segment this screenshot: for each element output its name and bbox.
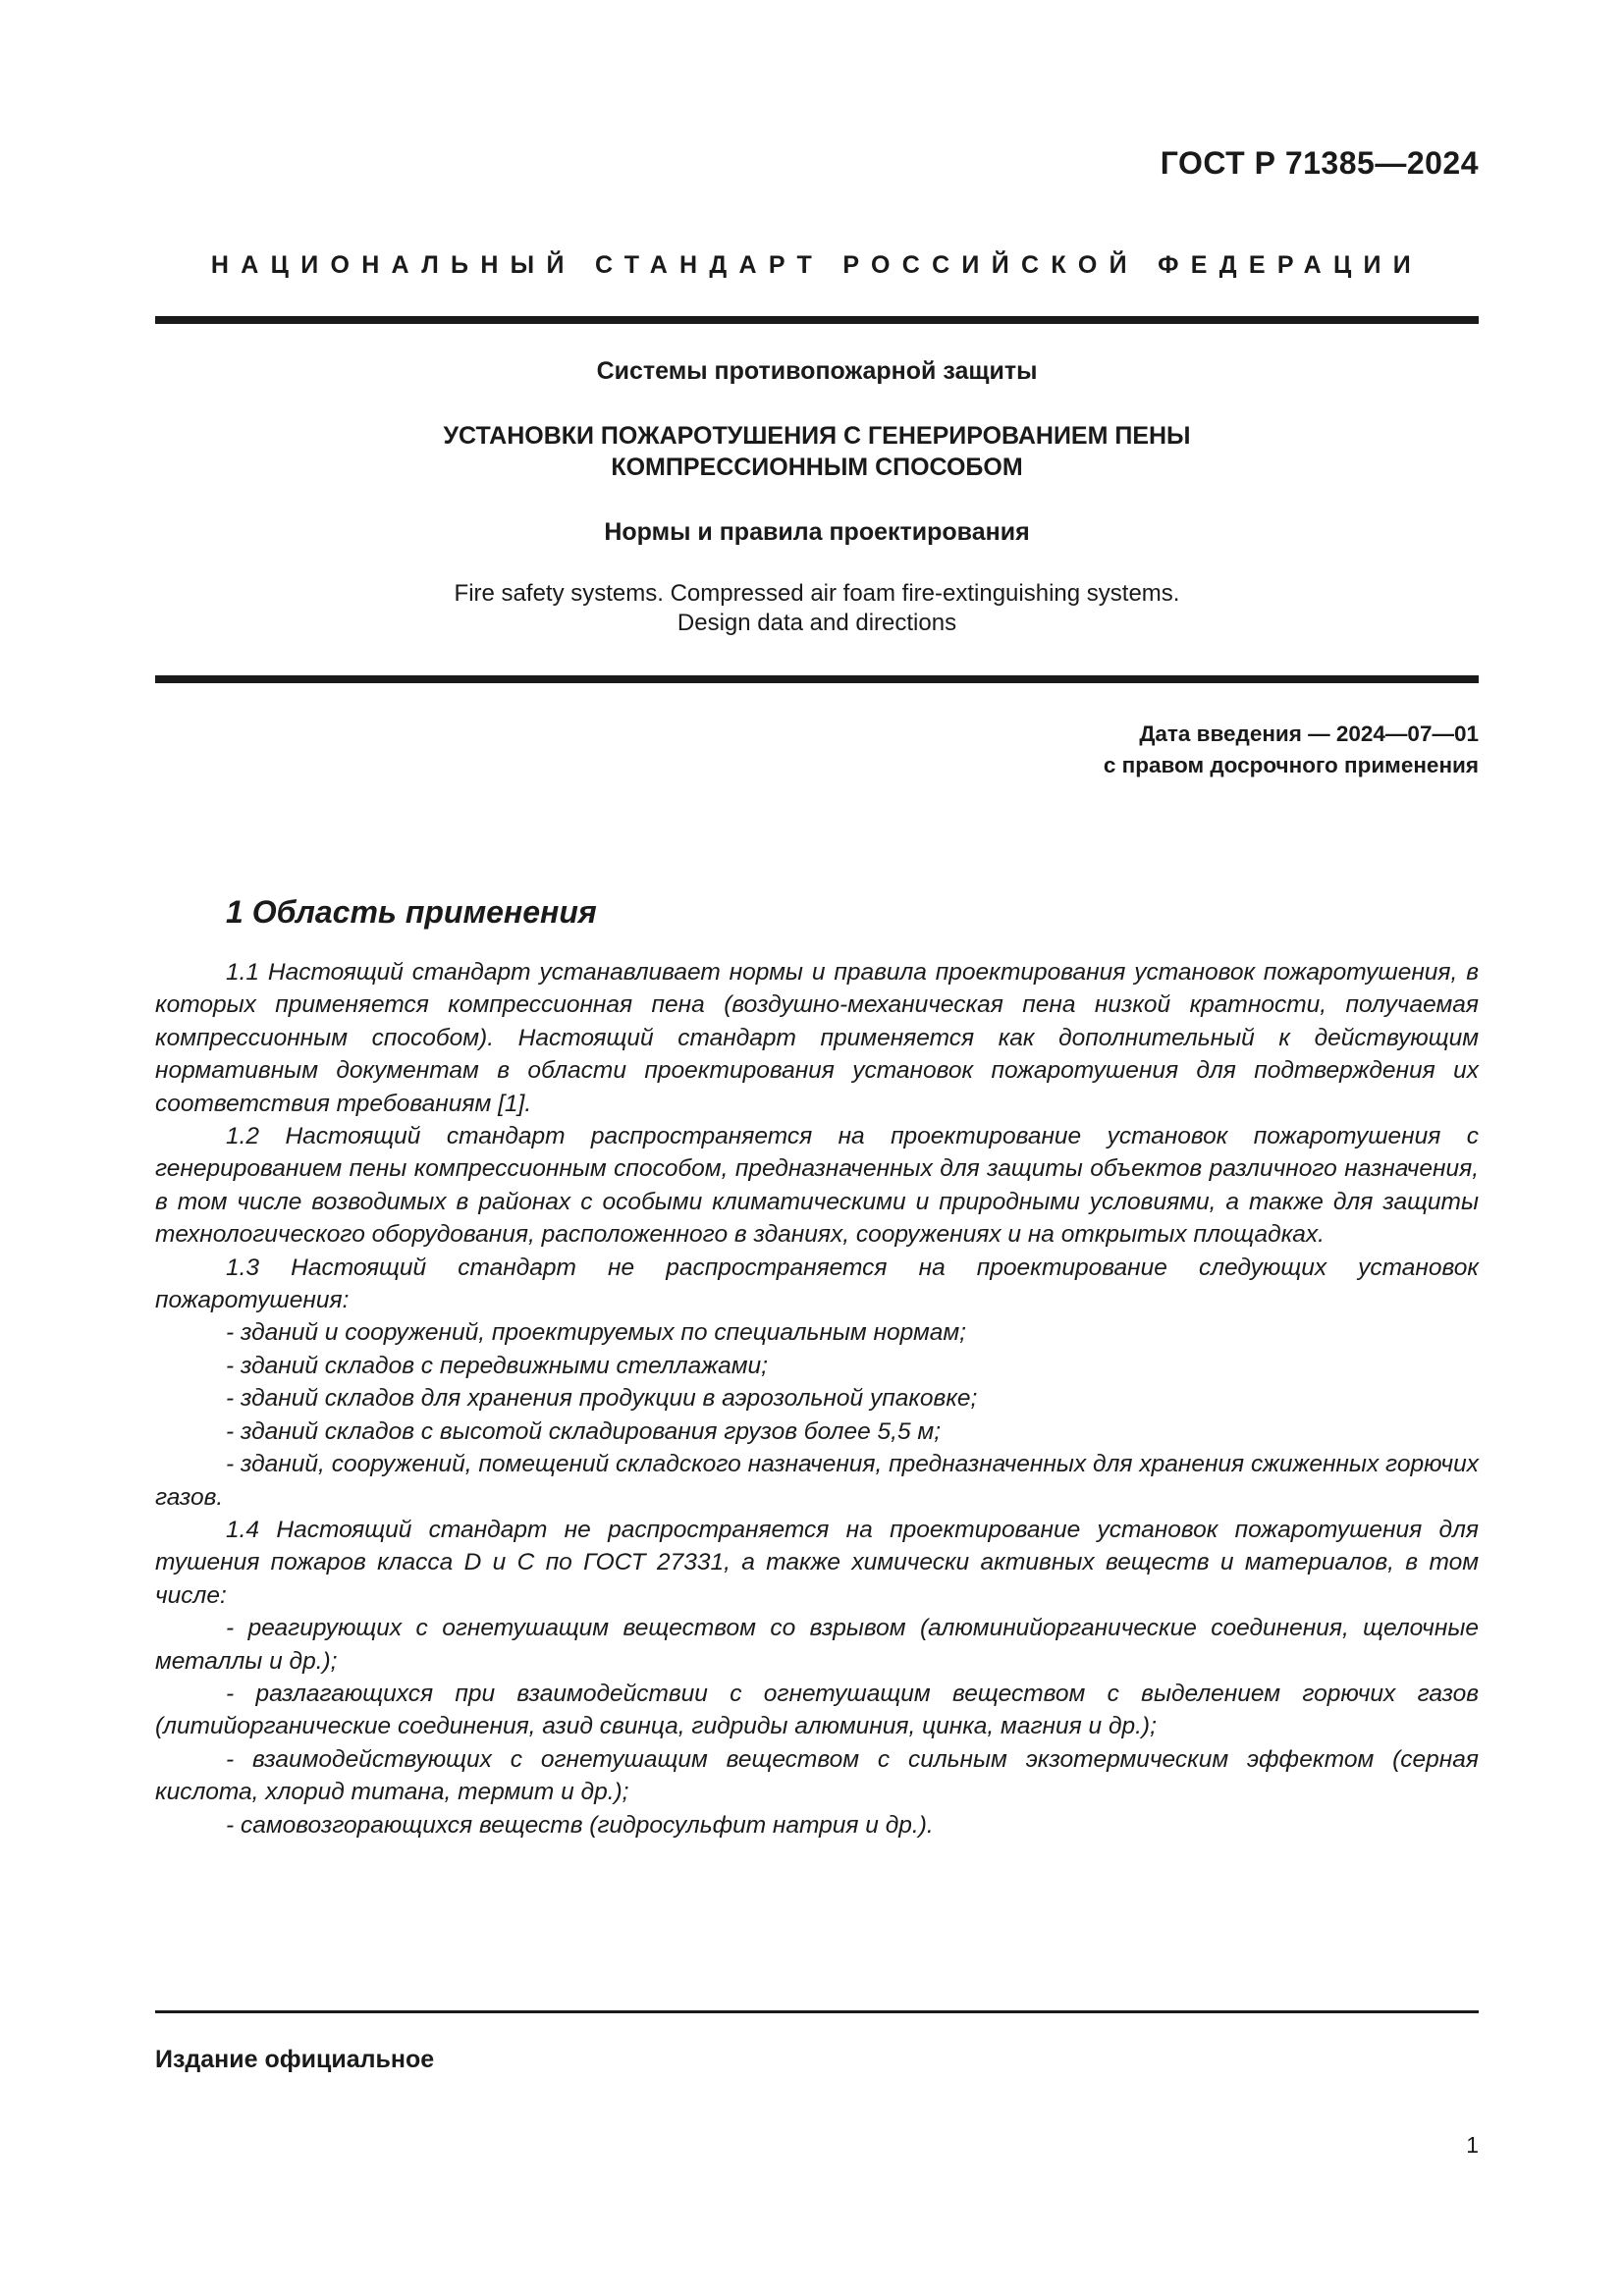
section-heading: 1 Область применения bbox=[226, 894, 597, 930]
standard-main-title bbox=[155, 420, 1479, 483]
list-item: - зданий складов с передвижными стеллажами; bbox=[226, 1352, 768, 1379]
early-application-note: с правом досрочного применения bbox=[1103, 753, 1479, 777]
document-number: ГОСТ Р 71385—2024 bbox=[1160, 145, 1479, 181]
footer-divider bbox=[155, 2010, 1479, 2013]
list-item: - взаимодействующих с огнетушащим веществом с сильным экзотермическим эффектом (серная кислота, хлорид титана, термит и др.); bbox=[155, 1745, 1479, 1806]
paragraph-1-2: 1.2 Настоящий стандарт распространяется на проектирование установок пожаротушения с генерированием пены компрессионным способом, предназначенных для защиты объектов различного назначения, в том числе возводимых в районах с особыми климатическими и природными условиями, а также для защиты технологического оборудования, расположенного в зданиях, сооружениях и на открытых площадках. bbox=[155, 1123, 1479, 1249]
page-number: 1 bbox=[1466, 2132, 1479, 2158]
official-edition-label: Издание официальное bbox=[155, 2046, 435, 2073]
english-title bbox=[155, 579, 1479, 638]
list-item: - реагирующих с огнетушащим веществом со взрывом (алюминийорганические соединения, щелочные металлы и др.); bbox=[155, 1615, 1479, 1675]
standard-subtitle: Нормы и правила проектирования bbox=[604, 518, 1030, 546]
middle-divider bbox=[155, 675, 1479, 683]
english-title-line-2: Design data and directions bbox=[677, 610, 957, 636]
document-page bbox=[155, 0, 1479, 2296]
introduction-date-block bbox=[1104, 719, 1479, 781]
list-item: - зданий складов с высотой складирования грузов более 5,5 м; bbox=[226, 1417, 942, 1445]
list-item: - разлагающихся при взаимодействии с огнетушащим веществом с выделением горючих газов (литийорганические соединения, азид свинца, гидриды алюминия, цинка, магния и др.); bbox=[155, 1680, 1479, 1740]
introduction-date: Дата введения — 2024—07—01 bbox=[1139, 721, 1479, 746]
paragraph-1-4: 1.4 Настоящий стандарт не распространяется на проектирование установок пожаротушения для тушения пожаров класса D и C по ГОСТ 27331, а также химически активных веществ и материалов, в том числе: bbox=[155, 1516, 1479, 1609]
paragraph-1-1: 1.1 Настоящий стандарт устанавливает нормы и правила проектирования установок пожаротушения, в которых применяется компрессионная пена (воздушно-механическая пена низкой кратности, получаемая компрессионным способом). Настоящий стандарт применяется как дополнительный к действующим нормативным документам в области проектирования установок пожаротушения для подтверждения их соответствия требованиям [1]. bbox=[155, 959, 1479, 1117]
section-body bbox=[155, 956, 1479, 1842]
list-item: - самовозгорающихся веществ (гидросульфит натрия и др.). bbox=[226, 1811, 934, 1839]
main-title-line-2: КОМПРЕССИОННЫМ СПОСОБОМ bbox=[611, 454, 1023, 481]
list-item: - зданий складов для хранения продукции в аэрозольной упаковке; bbox=[226, 1385, 978, 1413]
top-divider bbox=[155, 316, 1479, 324]
list-item: - зданий и сооружений, проектируемых по специальным нормам; bbox=[226, 1319, 966, 1347]
national-standard-title: НАЦИОНАЛЬНЫЙ СТАНДАРТ РОССИЙСКОЙ ФЕДЕРАЦИИ bbox=[210, 251, 1424, 279]
paragraph-1-3: 1.3 Настоящий стандарт не распространяется на проектирование следующих установок пожаротушения: bbox=[155, 1254, 1479, 1314]
standard-category: Системы противопожарной защиты bbox=[596, 357, 1038, 385]
english-title-line-1: Fire safety systems. Compressed air foam fire-extinguishing systems. bbox=[454, 580, 1180, 607]
list-item: - зданий, сооружений, помещений складского назначения, предназначенных для хранения сжиженных горючих газов. bbox=[155, 1451, 1479, 1511]
main-title-line-1: УСТАНОВКИ ПОЖАРОТУШЕНИЯ С ГЕНЕРИРОВАНИЕМ ПЕНЫ bbox=[443, 422, 1191, 450]
